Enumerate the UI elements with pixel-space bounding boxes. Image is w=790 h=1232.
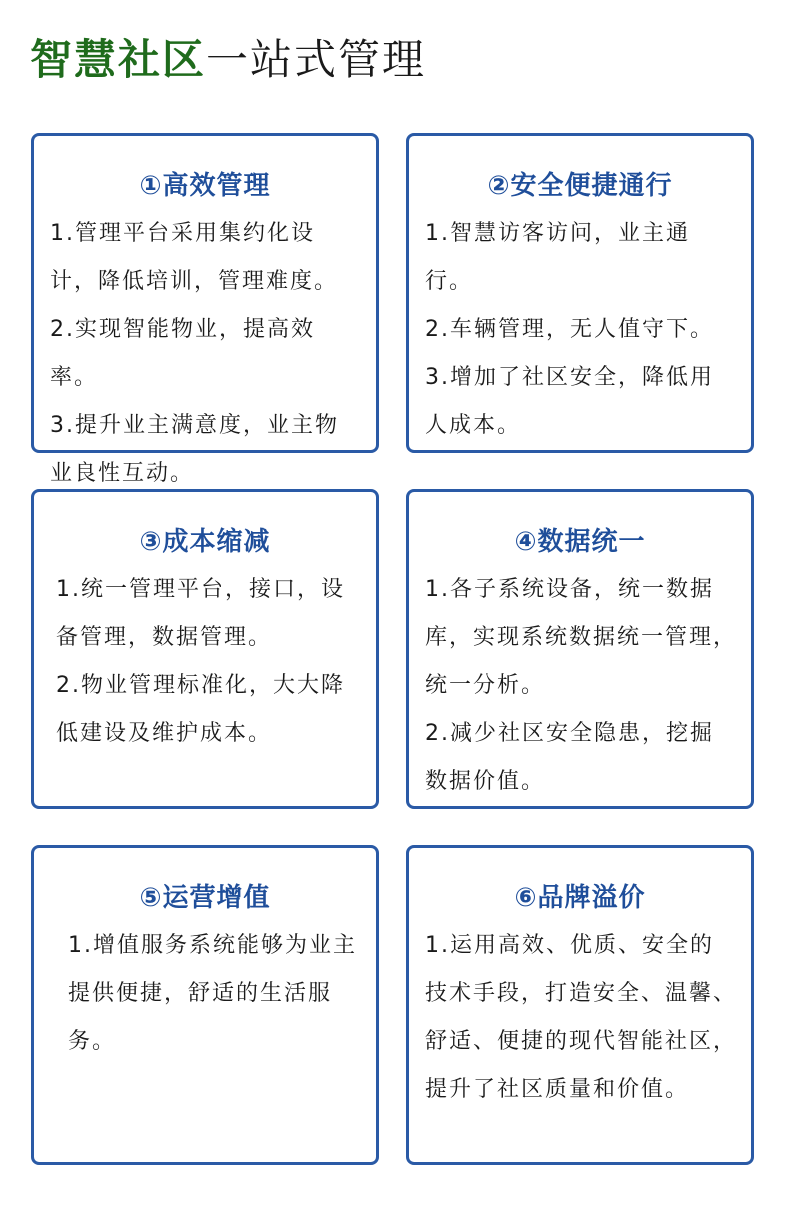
card-body	[34, 566, 376, 758]
card-item: 1.智慧访客访问，业主通行。	[425, 221, 690, 294]
card-title: ③成本缩减	[139, 527, 271, 557]
card-body	[409, 566, 751, 806]
card-body	[34, 210, 376, 498]
card-body	[34, 922, 376, 1066]
card-data-unification	[406, 489, 754, 809]
card-item: 2.减少社区安全隐患，挖掘数据价值。	[425, 721, 714, 794]
card-cost-reduction	[31, 489, 379, 809]
card-efficient-management	[31, 133, 379, 486]
card-title: ⑥品牌溢价	[514, 883, 646, 913]
card-item: 3.提升业主满意度，业主物业良性互动。	[50, 413, 339, 486]
card-safe-access	[406, 133, 754, 453]
page-title-highlight: 智慧社区	[30, 35, 207, 84]
card-brand-premium	[406, 845, 754, 1165]
card-title: ②安全便捷通行	[487, 171, 673, 201]
page-title-rest: 一站式管理	[206, 35, 427, 84]
card-title: ⑤运营增值	[139, 883, 271, 913]
card-body	[409, 922, 751, 1114]
card-value-added-operation	[31, 845, 379, 1165]
card-item: 1.增值服务系统能够为业主提供便捷，舒适的生活服务。	[68, 933, 357, 1054]
card-item: 1.统一管理平台，接口，设备管理，数据管理。	[56, 577, 345, 650]
card-item: 1.管理平台采用集约化设计，降低培训，管理难度。	[50, 221, 339, 294]
card-body	[409, 210, 751, 450]
card-item: 2.车辆管理，无人值守下。	[425, 317, 714, 342]
card-item: 1.各子系统设备，统一数据库，实现系统数据统一管理，统一分析。	[425, 577, 738, 698]
card-item: 1.运用高效、优质、安全的技术手段，打造安全、温馨、舒适、便捷的现代智能社区，提升了社区质量和价值。	[425, 933, 738, 1102]
page-title	[30, 30, 426, 90]
card-title: ①高效管理	[139, 171, 271, 201]
card-title: ④数据统一	[514, 527, 646, 557]
card-item: 3.增加了社区安全，降低用人成本。	[425, 365, 714, 438]
card-item: 2.实现智能物业，提高效率。	[50, 317, 315, 390]
card-item: 2.物业管理标准化，大大降低建设及维护成本。	[56, 673, 345, 746]
